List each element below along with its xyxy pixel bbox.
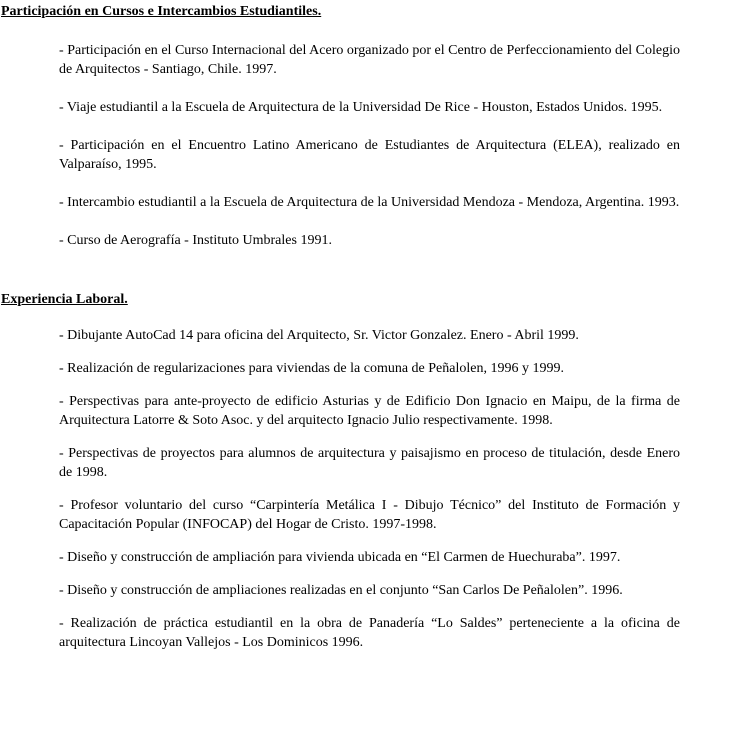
- list-item: - Participación en el Encuentro Latino Americano de Estudiantes de Arquitectura (ELEA), realizado en Valparaíso, 1995.: [59, 138, 680, 172]
- list-item: - Perspectivas para ante-proyecto de edificio Asturias y de Edificio Don Ignacio en Maipu, de la firma de Arquitectura Latorre & Soto Asoc. y del arquitecto Ignacio Julio respectivamente. 1998.: [59, 394, 680, 428]
- list-item: - Realización de regularizaciones para viviendas de la comuna de Peñalolen, 1996 y 1999.: [59, 361, 564, 376]
- list-item: - Intercambio estudiantil a la Escuela de Arquitectura de la Universidad Mendoza - Mendoza, Argentina. 1993.: [59, 195, 680, 210]
- section-courses: [0, 2, 739, 250]
- section-heading-experience: Experiencia Laboral.: [1, 292, 128, 307]
- list-item: - Profesor voluntario del curso “Carpintería Metálica I - Dibujo Técnico” del Instituto de Formación y Capacitación Popular (INFOCAP) del Hogar de Cristo. 1997-1998.: [59, 498, 680, 532]
- list-item: - Dibujante AutoCad 14 para oficina del Arquitecto, Sr. Victor Gonzalez. Enero - Abril 1999.: [59, 328, 579, 343]
- list-item: - Diseño y construcción de ampliaciones realizadas en el conjunto “San Carlos De Peñalolen”. 1996.: [59, 583, 623, 598]
- list-item: - Diseño y construcción de ampliación para vivienda ubicada en “El Carmen de Huechuraba”. 1997.: [59, 550, 621, 565]
- list-item: - Perspectivas de proyectos para alumnos de arquitectura y paisajismo en proceso de titulación, desde Enero de 1998.: [59, 446, 680, 480]
- list-item: - Participación en el Curso Internacional del Acero organizado por el Centro de Perfeccionamiento del Colegio de Arquitectos - Santiago, Chile. 1997.: [59, 43, 680, 77]
- section-experience: [0, 290, 739, 652]
- section-heading-courses: Participación en Cursos e Intercambios Estudiantiles.: [1, 4, 322, 19]
- list-item: - Curso de Aerografía - Instituto Umbrales 1991.: [59, 233, 332, 248]
- list-item: - Viaje estudiantil a la Escuela de Arquitectura de la Universidad De Rice - Houston, Estados Unidos. 1995.: [59, 100, 663, 115]
- list-item: - Realización de práctica estudiantil en la obra de Panadería “Lo Saldes” perteneciente a la oficina de arquitectura Lincoyan Vallejos - Los Dominicos 1996.: [59, 616, 680, 650]
